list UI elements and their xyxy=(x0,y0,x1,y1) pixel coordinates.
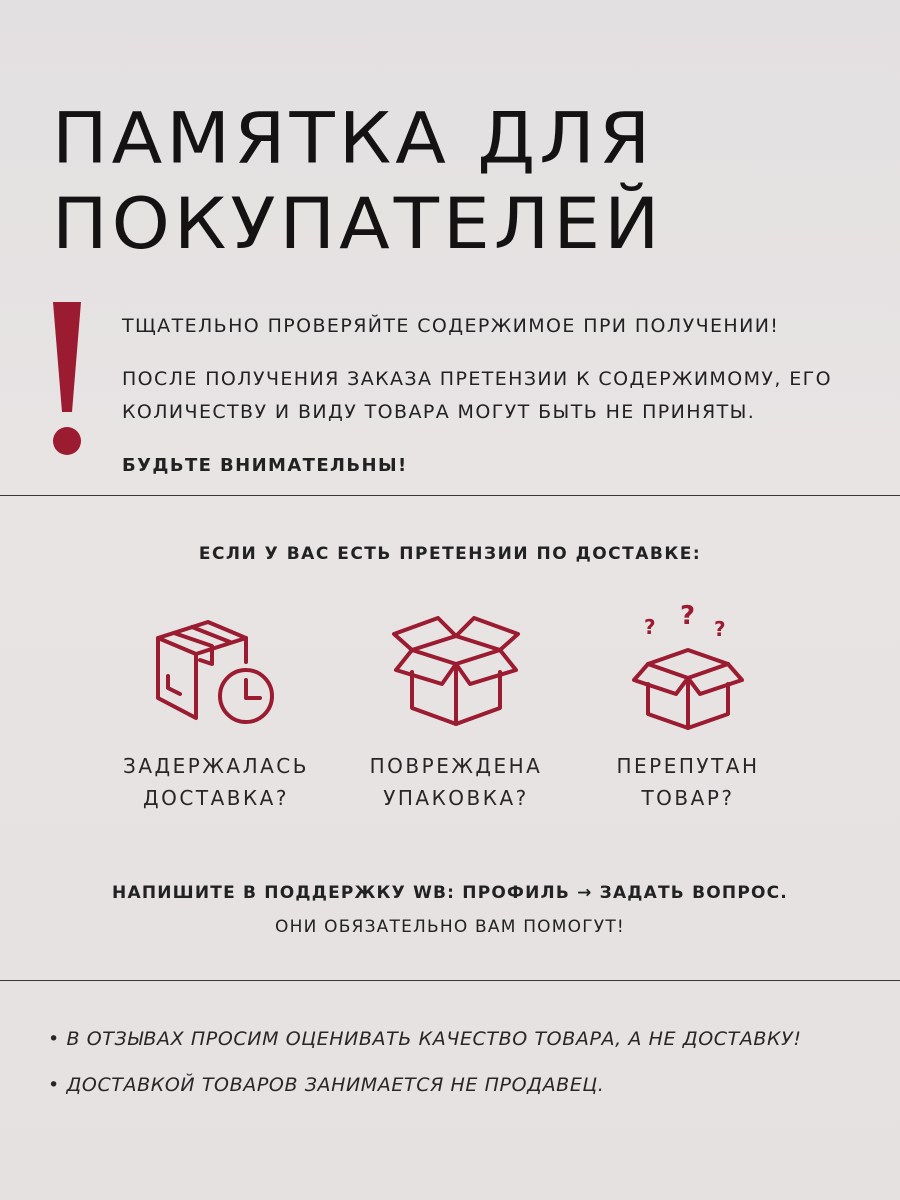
title-line-1: ПАМЯТКА ДЛЯ xyxy=(52,97,655,180)
delivery-delayed-label: ЗАДЕРЖАЛАСЬ ДОСТАВКА? xyxy=(123,754,309,810)
delivery-heading: ЕСЛИ У ВАС ЕСТЬ ПРЕТЕНЗИИ ПО ДОСТАВКЕ: xyxy=(198,544,702,564)
warning-check-text: ТЩАТЕЛЬНО ПРОВЕРЯЙТЕ СОДЕРЖИМОЕ ПРИ ПОЛУЧЕНИИ! xyxy=(122,315,780,337)
divider-bottom xyxy=(0,980,900,981)
open-box-icon xyxy=(386,600,526,730)
note-item: • В ОТЗЫВАХ ПРОСИМ ОЦЕНИВАТЬ КАЧЕСТВО ТОВАРА, А НЕ ДОСТАВКУ! xyxy=(48,1028,802,1050)
svg-text:?: ? xyxy=(714,617,726,641)
delivery-item-delayed xyxy=(86,600,346,814)
title-line-2: ПОКУПАТЕЛЕЙ xyxy=(52,183,664,266)
divider-top xyxy=(0,495,900,496)
warning-claims-text: ПОСЛЕ ПОЛУЧЕНИЯ ЗАКАЗА ПРЕТЕНЗИИ К СОДЕРЖИМОМУ, ЕГО КОЛИЧЕСТВУ И ВИДУ ТОВАРА МОГУТ БЫТЬ НЕ ПРИНЯТЫ. xyxy=(122,368,832,423)
delivery-item-damaged xyxy=(326,600,586,814)
support-instruction: НАПИШИТЕ В ПОДДЕРЖКУ WB: ПРОФИЛЬ → ЗАДАТЬ ВОПРОС. xyxy=(112,883,788,903)
exclamation-icon xyxy=(44,300,90,460)
note-item: • ДОСТАВКОЙ ТОВАРОВ ЗАНИМАЕТСЯ НЕ ПРОДАВЕЦ. xyxy=(48,1074,605,1096)
delivery-wrong-label: ПЕРЕПУТАН ТОВАР? xyxy=(616,754,760,810)
delivery-item-wrong xyxy=(558,600,818,814)
box-question-icon xyxy=(618,600,758,730)
warning-block xyxy=(122,310,882,502)
warning-attention-text: БУДЬТЕ ВНИМАТЕЛЬНЫ! xyxy=(122,455,408,476)
support-reassurance: ОНИ ОБЯЗАТЕЛЬНО ВАМ ПОМОГУТ! xyxy=(275,917,625,937)
support-block xyxy=(0,876,900,944)
svg-text:?: ? xyxy=(680,601,696,631)
svg-text:?: ? xyxy=(644,615,656,639)
delivery-damaged-label: ПОВРЕЖДЕНА УПАКОВКА? xyxy=(369,754,543,810)
page-title xyxy=(52,96,664,267)
notes-list xyxy=(48,1024,868,1116)
box-clock-icon xyxy=(146,600,286,730)
